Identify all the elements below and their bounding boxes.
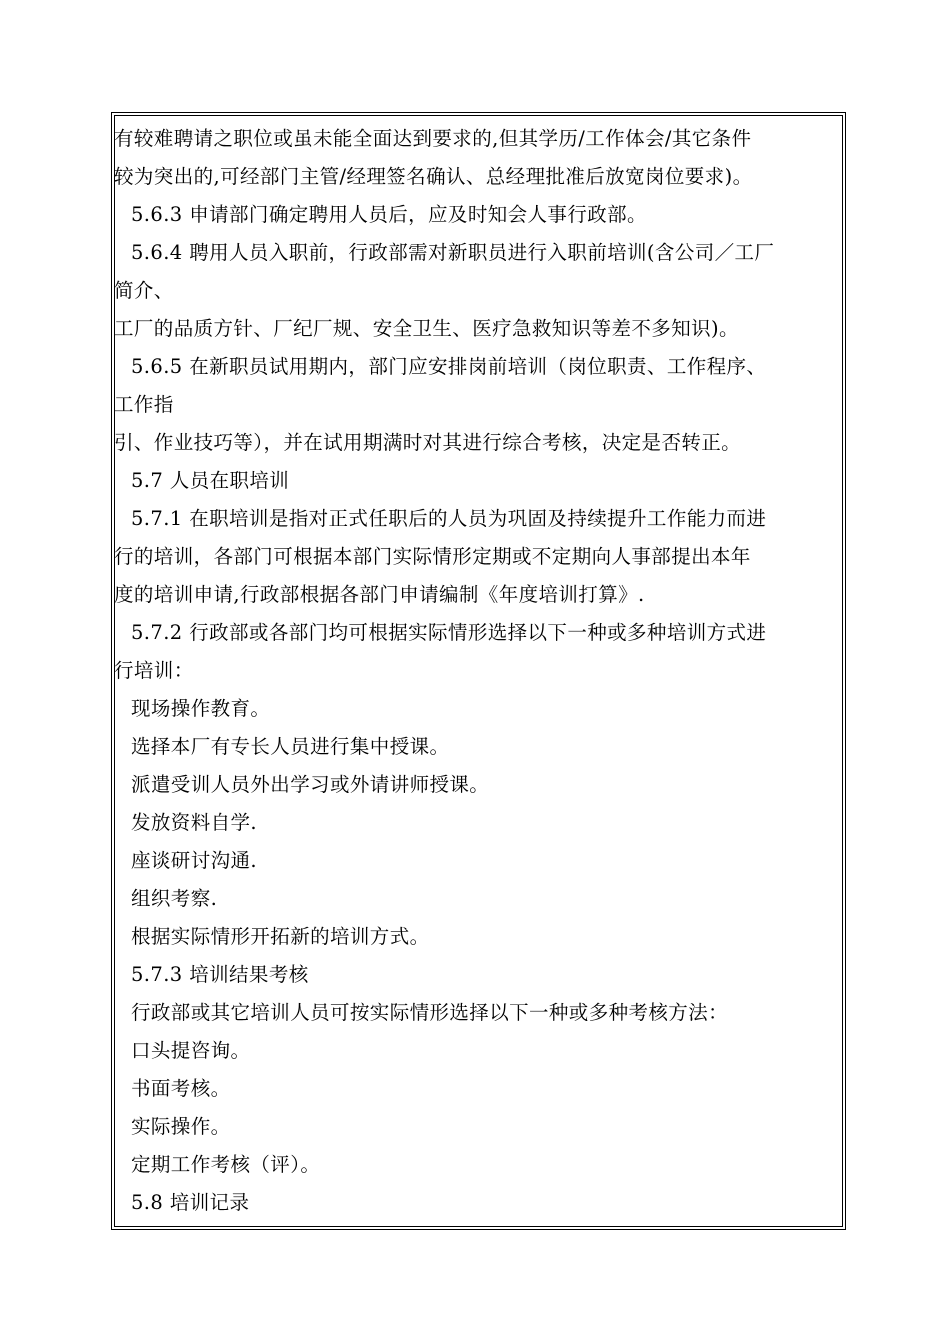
document-line: 5.6.3 申请部门确定聘用人员后，应及时知会人事行政部。 xyxy=(131,203,647,226)
document-line: 实际操作。 xyxy=(131,1115,231,1138)
document-body xyxy=(114,120,842,1222)
document-line: 工厂的品质方针、厂纪厂规、安全卫生、医疗急救知识等差不多知识)。 xyxy=(114,317,739,340)
document-line: 5.7.1 在职培训是指对正式任职后的人员为巩固及持续提升工作能力而进 xyxy=(131,507,767,530)
document-line: 工作指 xyxy=(114,393,174,416)
document-line: 5.7.2 行政部或各部门均可根据实际情形选择以下一种或多种培训方式进 xyxy=(131,621,767,644)
document-line: 5.7.3 培训结果考核 xyxy=(131,963,309,986)
document-line: 选择本厂有专长人员进行集中授课。 xyxy=(131,735,450,758)
document-line: 组织考察. xyxy=(131,887,218,910)
document-line: 现场操作教育。 xyxy=(131,697,271,720)
document-line: 行的培训，各部门可根据本部门实际情形定期或不定期向人事部提出本年 xyxy=(114,545,751,568)
document-line: 定期工作考核（评）。 xyxy=(131,1153,321,1176)
document-line: 根据实际情形开拓新的培训方式。 xyxy=(131,925,430,948)
document-line: 5.7 人员在职培训 xyxy=(131,469,290,492)
document-line: 发放资料自学. xyxy=(131,811,257,834)
document-line: 5.8 培训记录 xyxy=(131,1191,250,1214)
document-line: 引、作业技巧等），并在试用期满时对其进行综合考核，决定是否转正。 xyxy=(114,431,742,454)
document-line: 5.6.5 在新职员试用期内，部门应安排岗前培训（岗位职责、工作程序、 xyxy=(131,355,767,378)
document-line: 行培训： xyxy=(114,659,194,682)
document-line: 度的培训申请,行政部根据各部门申请编制《年度培训打算》. xyxy=(114,583,645,606)
document-line: 口头提咨询。 xyxy=(131,1039,251,1062)
document-line: 5.6.4 聘用人员入职前，行政部需对新职员进行入职前培训(含公司／工厂 xyxy=(131,241,775,264)
document-line: 书面考核。 xyxy=(131,1077,231,1100)
document-line: 较为突出的,可经部门主管/经理签名确认、总经理批准后放宽岗位要求)。 xyxy=(114,165,753,188)
document-line: 派遣受训人员外出学习或外请讲师授课。 xyxy=(131,773,490,796)
document-line: 行政部或其它培训人员可按实际情形选择以下一种或多种考核方法： xyxy=(131,1001,729,1024)
document-line: 简介、 xyxy=(114,279,174,302)
document-line: 有较难聘请之职位或虽未能全面达到要求的,但其学历/工作体会/其它条件 xyxy=(114,127,752,150)
document-line: 座谈研讨沟通. xyxy=(131,849,257,872)
